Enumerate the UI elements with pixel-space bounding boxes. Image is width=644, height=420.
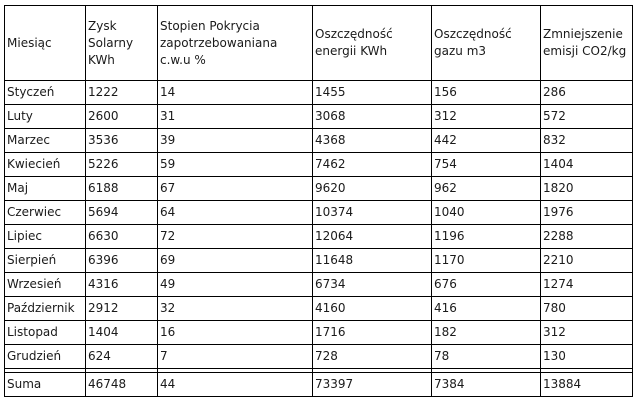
co2-cell: 1274 (541, 273, 633, 297)
table-row (5, 345, 633, 369)
sum-month-cell: Suma (5, 373, 86, 397)
coverage-cell: 64 (158, 201, 313, 225)
table-row (5, 321, 633, 345)
sum-co2-cell: 13884 (541, 373, 633, 397)
solar-gain-cell: 6630 (86, 225, 158, 249)
energy-savings-cell: 6734 (313, 273, 432, 297)
table-row (5, 177, 633, 201)
energy-savings-cell: 1716 (313, 321, 432, 345)
header-co2-reduction: Zmniejszenie emisji CO2/kg (541, 6, 633, 81)
table-row (5, 273, 633, 297)
solar-gain-cell: 5226 (86, 153, 158, 177)
solar-gain-cell: 1404 (86, 321, 158, 345)
co2-cell: 1820 (541, 177, 633, 201)
coverage-cell: 69 (158, 249, 313, 273)
month-cell: Listopad (5, 321, 86, 345)
month-cell: Kwiecień (5, 153, 86, 177)
header-gas-savings: Oszczędność gazu m3 (432, 6, 541, 81)
table-row (5, 249, 633, 273)
table-row (5, 81, 633, 105)
coverage-cell: 32 (158, 297, 313, 321)
table-row (5, 201, 633, 225)
solar-gain-cell: 1222 (86, 81, 158, 105)
month-cell: Styczeń (5, 81, 86, 105)
header-coverage: Stopien Pokrycia zapotrzebowaniana c.w.u % (158, 6, 313, 81)
gas-savings-cell: 676 (432, 273, 541, 297)
gas-savings-cell: 962 (432, 177, 541, 201)
coverage-cell: 49 (158, 273, 313, 297)
sum-solar-gain-cell: 46748 (86, 373, 158, 397)
month-cell: Marzec (5, 129, 86, 153)
energy-savings-cell: 9620 (313, 177, 432, 201)
co2-cell: 572 (541, 105, 633, 129)
header-row (5, 6, 633, 81)
solar-gain-cell: 2600 (86, 105, 158, 129)
co2-cell: 832 (541, 129, 633, 153)
month-cell: Lipiec (5, 225, 86, 249)
solar-gain-cell: 624 (86, 345, 158, 369)
gas-savings-cell: 754 (432, 153, 541, 177)
coverage-cell: 16 (158, 321, 313, 345)
gas-savings-cell: 1040 (432, 201, 541, 225)
solar-gain-cell: 6396 (86, 249, 158, 273)
gas-savings-cell: 312 (432, 105, 541, 129)
month-cell: Wrzesień (5, 273, 86, 297)
sum-gas-savings-cell: 7384 (432, 373, 541, 397)
gas-savings-cell: 1170 (432, 249, 541, 273)
header-energy-savings: Oszczędność energii KWh (313, 6, 432, 81)
solar-gain-cell: 2912 (86, 297, 158, 321)
co2-cell: 2288 (541, 225, 633, 249)
coverage-cell: 14 (158, 81, 313, 105)
energy-savings-cell: 11648 (313, 249, 432, 273)
co2-cell: 1976 (541, 201, 633, 225)
energy-savings-cell: 4160 (313, 297, 432, 321)
header-solar-gain: Zysk Solarny KWh (86, 6, 158, 81)
coverage-cell: 59 (158, 153, 313, 177)
gas-savings-cell: 1196 (432, 225, 541, 249)
month-cell: Grudzień (5, 345, 86, 369)
sum-energy-savings-cell: 73397 (313, 373, 432, 397)
solar-gain-cell: 6188 (86, 177, 158, 201)
co2-cell: 130 (541, 345, 633, 369)
month-cell: Czerwiec (5, 201, 86, 225)
energy-savings-cell: 3068 (313, 105, 432, 129)
solar-gain-cell: 3536 (86, 129, 158, 153)
co2-cell: 2210 (541, 249, 633, 273)
header-month: Miesiąc (5, 6, 86, 81)
co2-cell: 780 (541, 297, 633, 321)
month-cell: Październik (5, 297, 86, 321)
coverage-cell: 67 (158, 177, 313, 201)
solar-gain-cell: 4316 (86, 273, 158, 297)
sum-row (5, 373, 633, 397)
coverage-cell: 39 (158, 129, 313, 153)
energy-savings-cell: 12064 (313, 225, 432, 249)
gas-savings-cell: 416 (432, 297, 541, 321)
co2-cell: 286 (541, 81, 633, 105)
month-cell: Maj (5, 177, 86, 201)
table-row (5, 153, 633, 177)
energy-savings-cell: 7462 (313, 153, 432, 177)
co2-cell: 312 (541, 321, 633, 345)
month-cell: Sierpień (5, 249, 86, 273)
energy-savings-cell: 1455 (313, 81, 432, 105)
solar-gain-cell: 5694 (86, 201, 158, 225)
co2-cell: 1404 (541, 153, 633, 177)
gas-savings-cell: 182 (432, 321, 541, 345)
coverage-cell: 7 (158, 345, 313, 369)
table-row (5, 297, 633, 321)
table-row (5, 225, 633, 249)
energy-savings-cell: 4368 (313, 129, 432, 153)
solar-data-table (4, 5, 633, 397)
table-row (5, 129, 633, 153)
coverage-cell: 72 (158, 225, 313, 249)
month-cell: Luty (5, 105, 86, 129)
gas-savings-cell: 156 (432, 81, 541, 105)
energy-savings-cell: 728 (313, 345, 432, 369)
table-row (5, 105, 633, 129)
gas-savings-cell: 78 (432, 345, 541, 369)
sum-coverage-cell: 44 (158, 373, 313, 397)
energy-savings-cell: 10374 (313, 201, 432, 225)
gas-savings-cell: 442 (432, 129, 541, 153)
coverage-cell: 31 (158, 105, 313, 129)
